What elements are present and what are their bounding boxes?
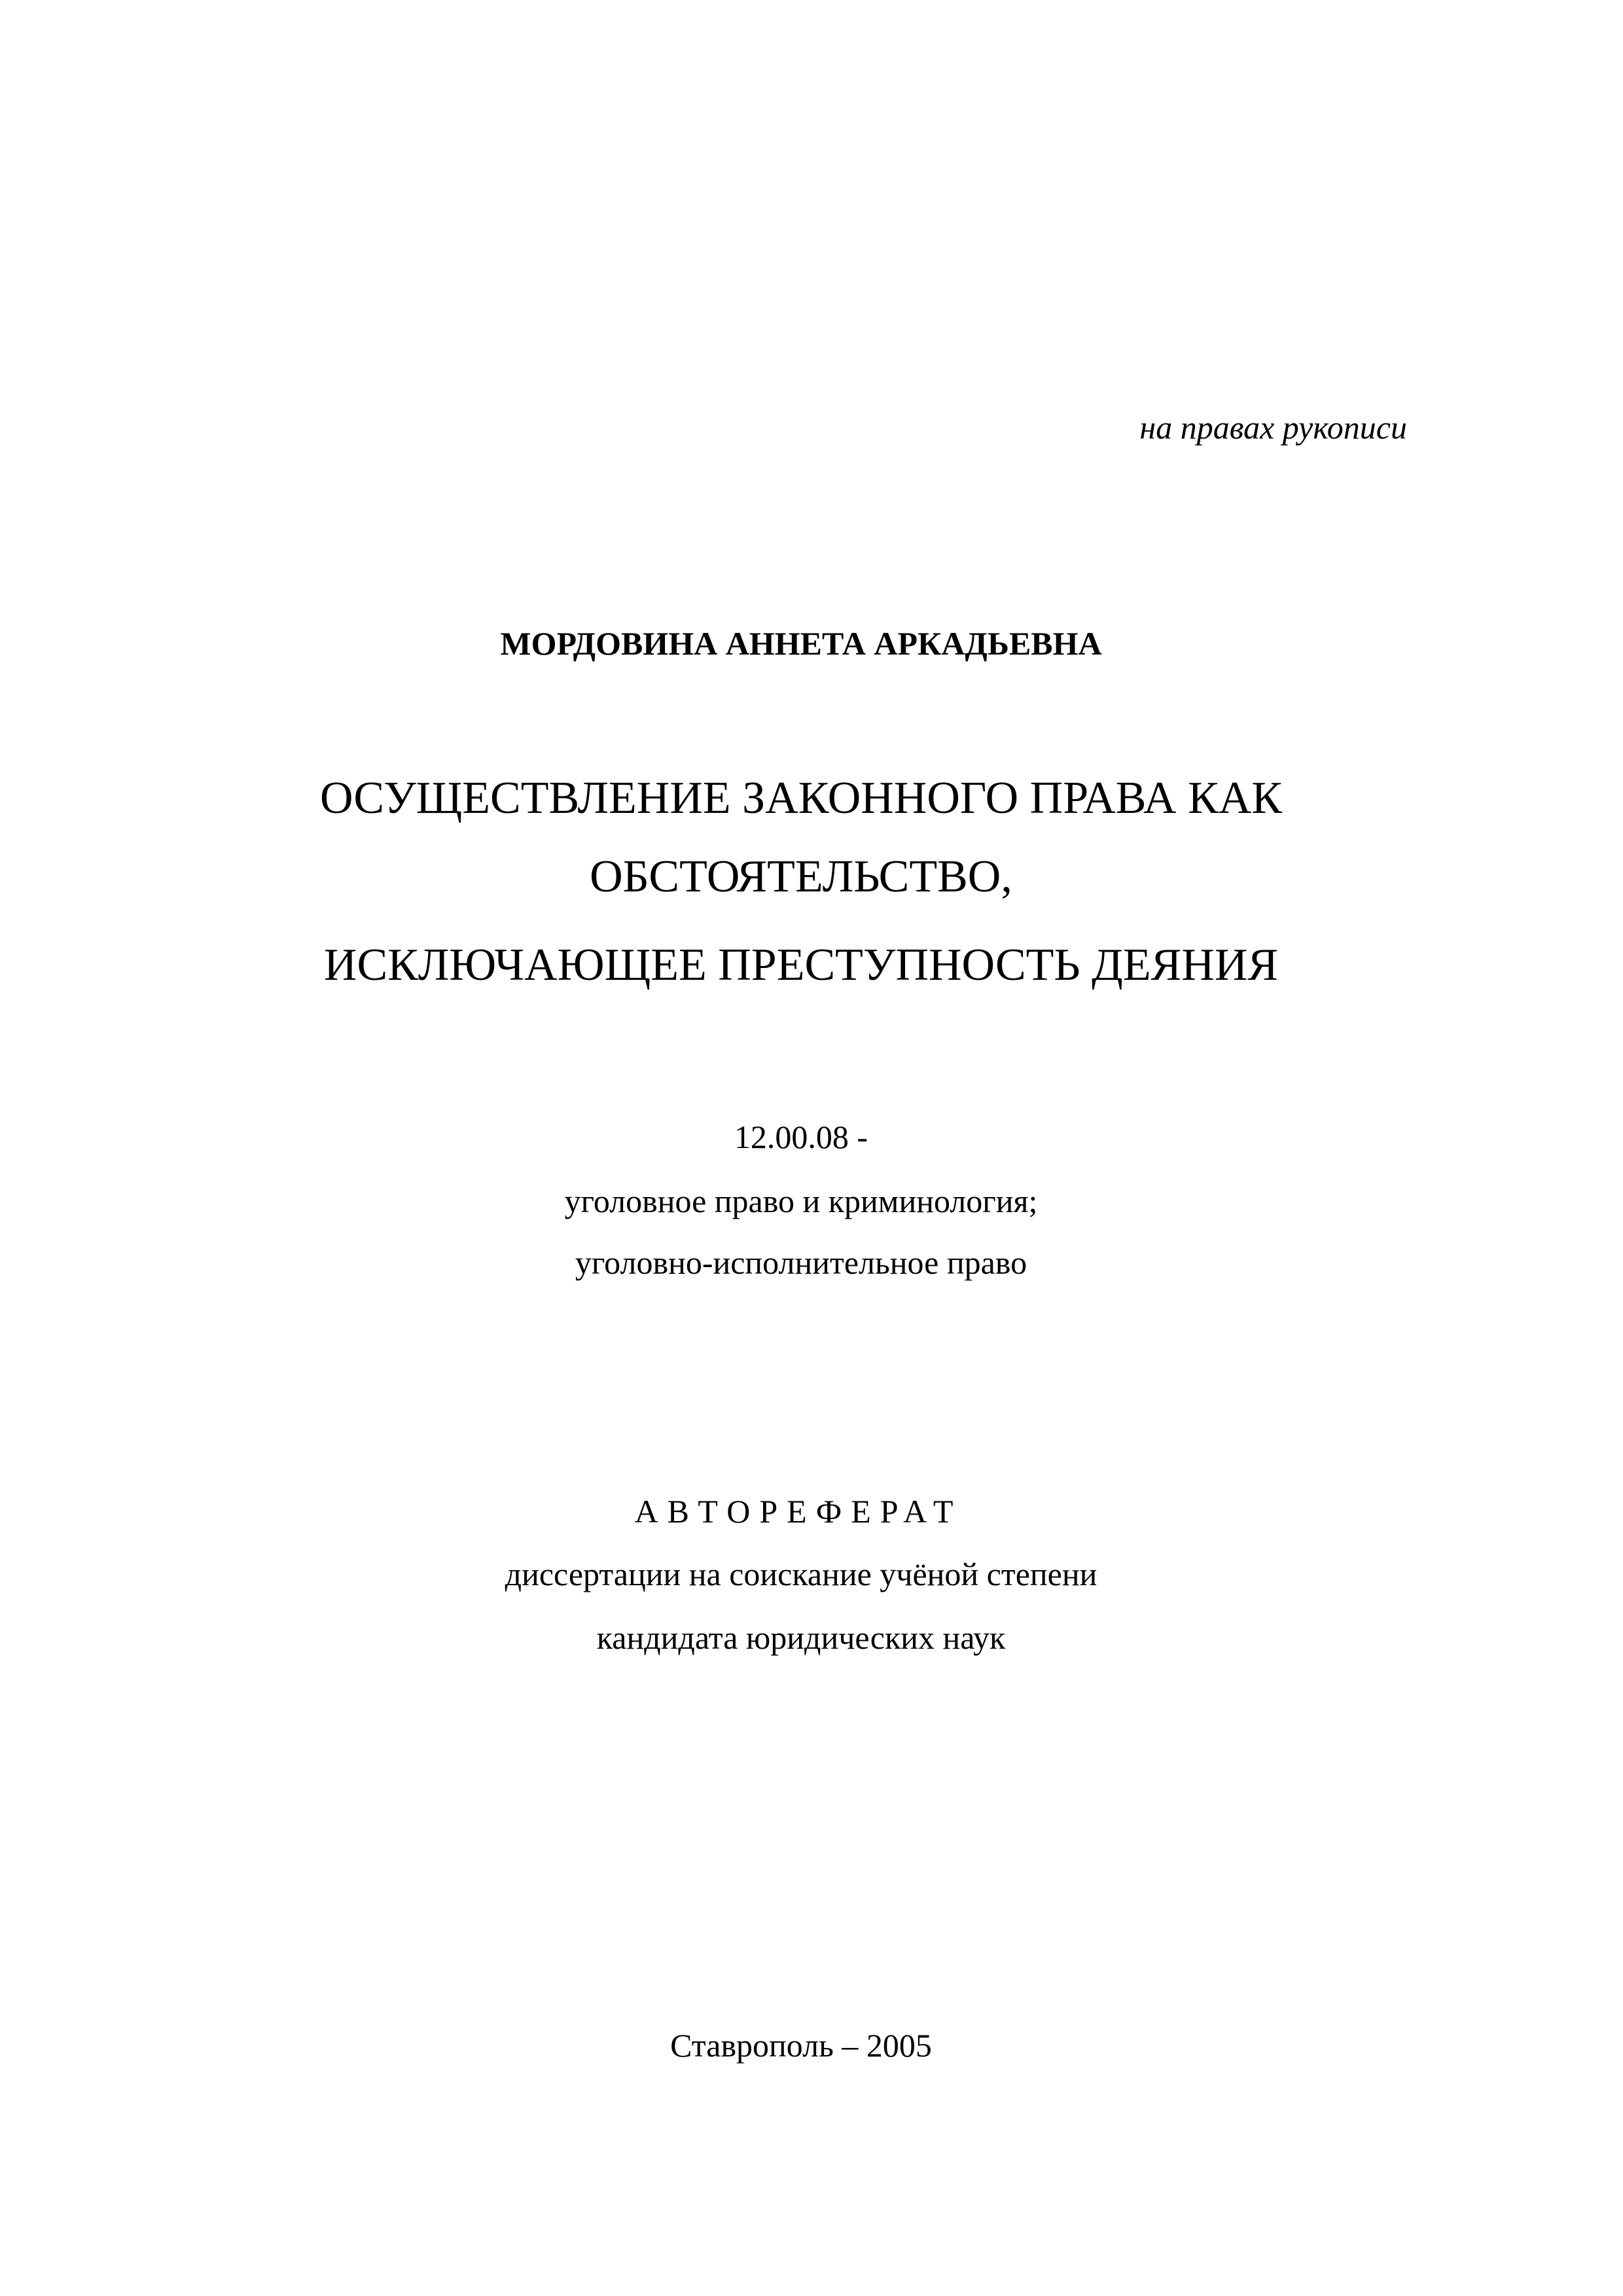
city-year: Ставрополь – 2005 <box>670 2027 932 2064</box>
degree-line-2: кандидата юридических наук <box>596 1619 1006 1656</box>
degree-line-1: диссертации на соискание учёной степени <box>505 1556 1097 1592</box>
title-line-1: ОСУЩЕСТВЛЕНИЕ ЗАКОННОГО ПРАВА КАК <box>319 773 1283 823</box>
specialty-name-line-2: уголовно-исполнительное право <box>575 1244 1027 1281</box>
abstract-label: АВТОРЕФЕРАТ <box>634 1493 963 1530</box>
specialty-name-line-1: уголовное право и криминология; <box>564 1183 1038 1219</box>
author-name: МОРДОВИНА АННЕТА АРКАДЬЕВНА <box>500 625 1102 662</box>
specialty-code: 12.00.08 - <box>734 1119 868 1155</box>
title-line-3: ИСКЛЮЧАЮЩЕЕ ПРЕСТУПНОСТЬ ДЕЯНИЯ <box>323 940 1279 990</box>
title-line-2: ОБСТОЯТЕЛЬСТВО, <box>590 852 1012 902</box>
manuscript-note: на правах рукописи <box>1139 409 1407 446</box>
